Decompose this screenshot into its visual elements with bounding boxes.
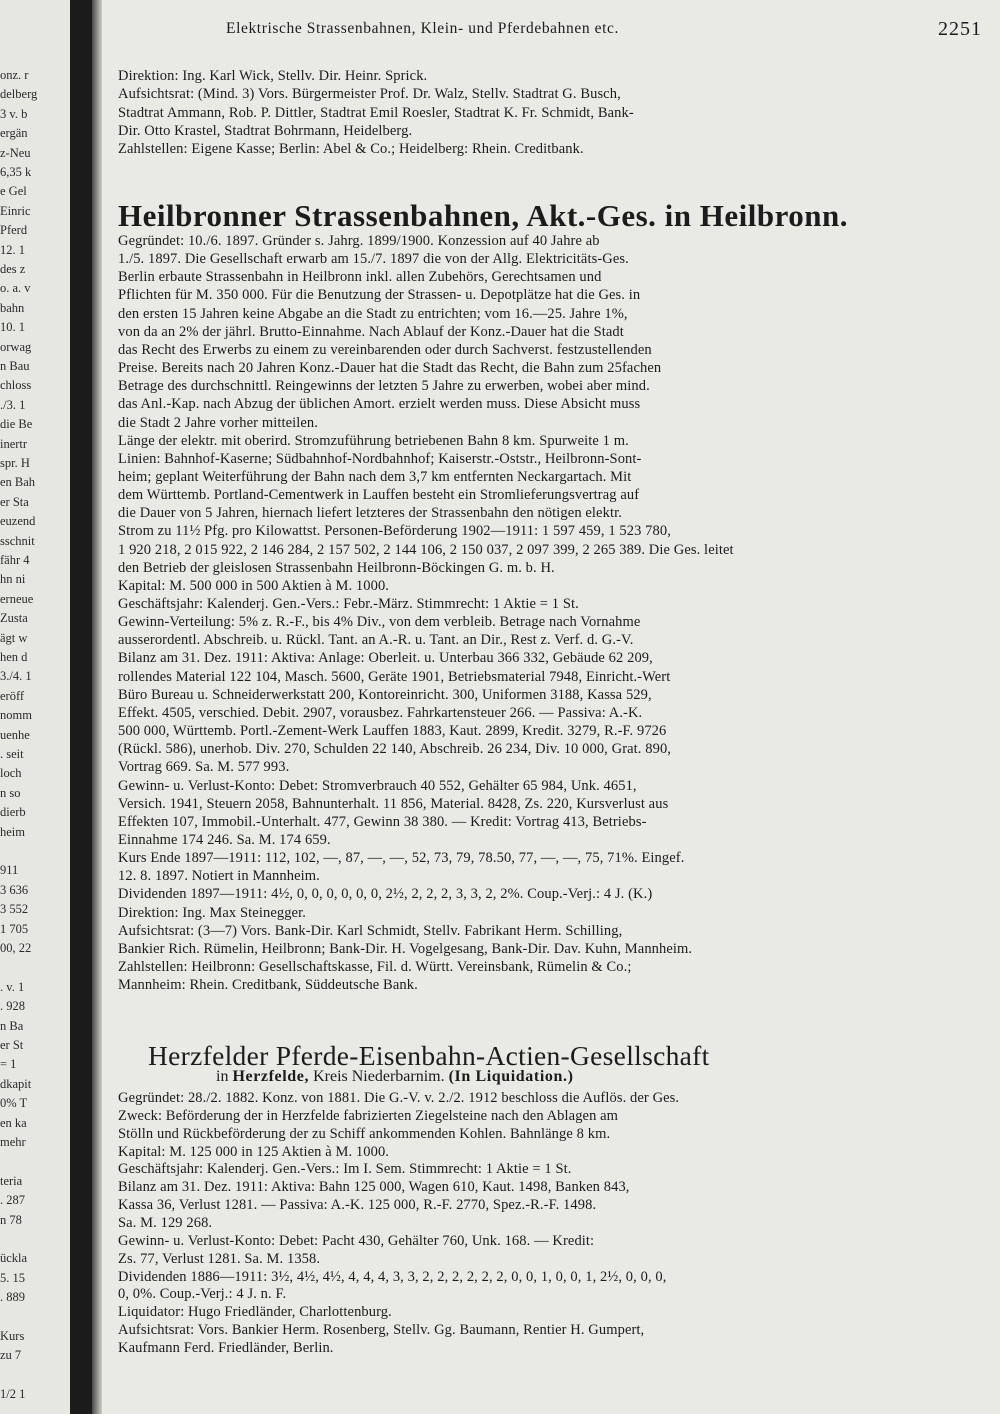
subtitle-prefix: in [216, 1068, 229, 1085]
strip-text-fragment: 0% T [0, 1096, 28, 1111]
text-line: Gewinn- u. Verlust-Konto: Debet: Pacht 430, Gehälter 760, Unk. 168. — Kredit: [118, 1232, 595, 1249]
strip-text-fragment: en Bah [0, 475, 36, 490]
running-header [104, 20, 988, 44]
text-line: das Recht des Erwerbs zu einem zu vereinbarenden oder durch Sachverst. festzustellenden [118, 341, 652, 358]
strip-text-fragment: 00, 22 [0, 941, 32, 955]
strip-text-fragment: . 928 [0, 999, 25, 1014]
strip-text-fragment: Zusta [0, 611, 28, 626]
strip-text-fragment: Kurs [0, 1329, 25, 1343]
strip-text-fragment: hen d [0, 650, 28, 664]
text-line: Berlin erbaute Strassenbahn in Heilbronn inkl. allen Zubehörs, Gerechtsamen und [118, 269, 602, 286]
strip-text-fragment: z-Neu [0, 145, 31, 160]
text-line: heim; geplant Weiterführung der Bahn nach dem 3,7 km entfernten Neckargartach. Mit [118, 468, 632, 485]
text-line: Bilanz am 31. Dez. 1911: Aktiva: Bahn 125 000, Wagen 610, Kaut. 1498, Banken 843, [118, 1179, 630, 1196]
adjacent-page-strip [0, 0, 70, 1414]
text-line: 500 000, Württemb. Portl.-Zement-Werk Lauffen 1883, Kaut. 2899, Kredit. 3279, R.-F. 9726 [118, 723, 667, 740]
text-line: Gewinn- u. Verlust-Konto: Debet: Stromverbrauch 40 552, Gehälter 65 984, Unk. 4651, [118, 777, 637, 794]
text-line: 1 920 218, 2 015 922, 2 146 284, 2 157 502, 2 144 106, 2 150 037, 2 097 399, 2 265 389. Die Ges. leitet [118, 541, 734, 558]
strip-text-fragment: sschnit [0, 533, 35, 548]
text-line: (Rückl. 586), unerhob. Div. 270, Schulden 22 140, Abschreib. 26 234, Div. 10 000, Grat. 890, [118, 741, 672, 758]
strip-text-fragment: onz. r [0, 68, 29, 82]
strip-text-fragment: 6,35 k [0, 165, 32, 179]
strip-text-fragment: Einric [0, 203, 31, 218]
text-line: Zs. 77, Verlust 1281. Sa. M. 1358. [118, 1250, 321, 1267]
strip-text-fragment: Pferd [0, 223, 28, 238]
strip-text-fragment: n Bau [0, 359, 30, 373]
text-line: Geschäftsjahr: Kalenderj. Gen.-Vers.: Im I. Sem. Stimmrecht: 1 Aktie = 1 St. [118, 1161, 572, 1178]
strip-text-fragment: 12. 1 [0, 242, 25, 257]
text-line: Aufsichtsrat: (Mind. 3) Vors. Bürgermeister Prof. Dr. Walz, Stellv. Stadtrat G. Busch, [118, 86, 621, 103]
strip-text-fragment: eröff [0, 688, 25, 703]
strip-text-fragment: . seit [0, 747, 24, 761]
text-line: Gegründet: 10./6. 1897. Gründer s. Jahrg. 1899/1900. Konzession auf 40 Jahre ab [118, 233, 600, 249]
strip-text-fragment: . v. 1 [0, 979, 25, 994]
text-line: Kassa 36, Verlust 1281. — Passiva: A.-K. 125 000, R.-F. 2770, Spez.-R.-F. 1498. [118, 1197, 597, 1214]
text-line: 1./5. 1897. Die Gesellschaft erwarb am 15./7. 1897 die von der Allg. Elektricitäts-Ges. [118, 251, 629, 268]
text-line: den ersten 15 Jahren keine Abgabe an die Stadt zu entrichten; vom 16.—25. Jahre 1%, [118, 305, 628, 322]
subtitle-status: (In Liquidation.) [448, 1068, 574, 1085]
strip-text-fragment: o. a. v [0, 281, 31, 296]
text-line: Sa. M. 129 268. [118, 1214, 213, 1231]
text-line: dem Württemb. Portland-Cementwerk in Lauffen besteht ein Stromlieferungsvertrag auf [118, 487, 640, 504]
subtitle-middle: Kreis Niederbarnim. [313, 1068, 445, 1085]
text-line: Direktion: Ing. Max Steinegger. [118, 904, 306, 921]
text-line: Stölln und Rückbeförderung der zu Schiff ankommenden Kohlen. Bahnlänge 8 km. [118, 1125, 611, 1142]
text-line: Betrage des durchschnittl. Reingewinns der letzten 5 Jahre zu erwerben, wobei aber mind. [118, 378, 650, 395]
text-line: Mannheim: Rhein. Creditbank, Süddeutsche Bank. [118, 977, 418, 994]
text-line: Aufsichtsrat: Vors. Bankier Herm. Rosenberg, Stellv. Gg. Baumann, Rentier H. Gumpert, [118, 1322, 645, 1339]
header-title: Elektrische Strassenbahnen, Klein- und Pferdebahnen etc. [226, 20, 619, 37]
strip-text-fragment: zu 7 [0, 1348, 22, 1363]
strip-text-fragment: n Ba [0, 1018, 24, 1033]
strip-text-fragment: ergän [0, 126, 28, 141]
strip-text-fragment: 1 705 [0, 921, 29, 936]
strip-text-fragment: hn ni [0, 572, 26, 587]
strip-text-fragment: ägt w [0, 630, 28, 645]
strip-text-fragment: er St [0, 1038, 24, 1052]
strip-text-fragment: inertr [0, 436, 28, 451]
strip-text-fragment: nomm [0, 708, 32, 723]
text-line: die Dauer von 5 Jahren, hiernach liefert letzteres der Strassenbahn den nötigen elektr. [118, 505, 622, 522]
strip-text-fragment: orwag [0, 339, 32, 354]
text-line: Länge der elektr. mit oberird. Stromzuführung betriebenen Bahn 8 km. Spurweite 1 m. [118, 432, 629, 449]
strip-text-fragment: en ka [0, 1115, 27, 1130]
strip-text-fragment: 3 636 [0, 882, 29, 897]
section-subtitle-herzfelde [216, 1068, 574, 1086]
text-line: Bilanz am 31. Dez. 1911: Aktiva: Anlage: Oberleit. u. Unterbau 366 332, Gebäude 62 209, [118, 650, 653, 667]
strip-text-fragment: teria [0, 1173, 23, 1188]
text-line: Stadtrat Ammann, Rob. P. Dittler, Stadtrat Emil Roesler, Stadtrat K. Fr. Schmidt, Bank- [118, 104, 634, 121]
strip-text-fragment: mehr [0, 1135, 26, 1149]
text-line: Linien: Bahnhof-Kaserne; Südbahnhof-Nordbahnhof; Kaiserstr.-Oststr., Heilbronn-Sont- [118, 450, 642, 467]
text-line: Geschäftsjahr: Kalenderj. Gen.-Vers.: Febr.-März. Stimmrecht: 1 Aktie = 1 St. [118, 596, 579, 612]
strip-text-fragment: 1/2 1 [0, 1387, 26, 1402]
text-line: Zweck: Beförderung der in Herzfelde fabrizierten Ziegelsteine nach den Ablagen am [118, 1107, 619, 1124]
text-line: Preise. Bereits nach 20 Jahren Konz.-Dauer hat die Stadt das Recht, die Bahn zum 25fachen [118, 360, 662, 377]
binding-edge [92, 0, 102, 1414]
strip-text-fragment: erneue [0, 591, 34, 606]
text-line: Direktion: Ing. Karl Wick, Stellv. Dir. Heinr. Sprick. [118, 68, 428, 84]
text-line: die Stadt 2 Jahre vorher mitteilen. [118, 414, 319, 431]
strip-text-fragment: . 889 [0, 1290, 25, 1305]
strip-text-fragment: = 1 [0, 1057, 17, 1072]
strip-text-fragment: 911 [0, 863, 19, 878]
section-title-heilbronn: Heilbronner Strassenbahnen, Akt.-Ges. in Heilbronn. [118, 198, 849, 233]
strip-text-fragment: dierb [0, 805, 26, 820]
strip-text-fragment: . 287 [0, 1193, 25, 1208]
strip-text-fragment: bahn [0, 300, 25, 315]
strip-text-fragment: heim [0, 824, 25, 839]
strip-text-fragment: 10. 1 [0, 320, 25, 335]
text-line: Versich. 1941, Steuern 2058, Bahnunterhalt. 11 856, Material. 8428, Zs. 220, Kursverlust aus [118, 795, 669, 812]
text-line: Strom zu 11½ Pfg. pro Kilowattst. Personen-Beförderung 1902—1911: 1 597 459, 1 523 780, [118, 523, 671, 540]
strip-text-fragment: dkapit [0, 1076, 32, 1091]
strip-text-fragment: die Be [0, 417, 33, 432]
strip-text-fragment: ./3. 1 [0, 397, 26, 412]
text-line: Dividenden 1897—1911: 4½, 0, 0, 0, 0, 0, 0, 2½, 2, 2, 2, 3, 3, 2, 2%. Coup.-Verj.: 4 J. (K.) [118, 886, 653, 903]
strip-text-fragment: spr. H [0, 456, 30, 470]
strip-text-fragment: uenhe [0, 727, 30, 742]
strip-text-fragment: 3 552 [0, 902, 29, 917]
text-line: Zahlstellen: Heilbronn: Gesellschaftskasse, Fil. d. Württ. Vereinsbank, Rümelin & Co.; [118, 959, 632, 975]
main-column [104, 0, 988, 1414]
subtitle-place: Herzfelde, [232, 1068, 310, 1085]
text-line: das Anl.-Kap. nach Abzug der üblichen Amort. erzielt werden muss. Diese Absicht muss [118, 396, 641, 413]
strip-text-fragment: 3./4. 1 [0, 669, 32, 684]
strip-text-fragment: loch [0, 766, 22, 781]
text-line: Bankier Rich. Rümelin, Heilbronn; Bank-Dir. H. Vogelgesang, Bank-Dir. Dav. Kuhn, Mannheim. [118, 940, 693, 957]
strip-text-fragment: ückla [0, 1251, 28, 1266]
strip-text-fragment: des z [0, 262, 26, 276]
text-line: Gegründet: 28./2. 1882. Konz. von 1881. Die G.-V. v. 2./2. 1912 beschloss die Auflös. der Ges. [118, 1090, 680, 1106]
text-line: Kaufmann Ferd. Friedländer, Berlin. [118, 1339, 334, 1356]
text-line: Pflichten für M. 350 000. Für die Benutzung der Strassen- u. Depotplätze hat die Ges. in [118, 287, 641, 304]
strip-text-fragment: euzend [0, 514, 36, 529]
text-line: Zahlstellen: Eigene Kasse; Berlin: Abel & Co.; Heidelberg: Rhein. Creditbank. [118, 141, 584, 158]
text-line: Liquidator: Hugo Friedländer, Charlottenburg. [118, 1304, 392, 1321]
text-line: Gewinn-Verteilung: 5% z. R.-F., bis 4% Div., von dem verbleib. Betrage nach Vornahme [118, 614, 641, 631]
strip-text-fragment: 3 v. b [0, 106, 28, 121]
strip-text-fragment: chloss [0, 378, 32, 393]
section-title-herzfelde: Herzfelder Pferde-Eisenbahn-Actien-Gesellschaft [148, 1040, 710, 1071]
strip-text-fragment: 5. 15 [0, 1270, 25, 1285]
text-line: Kapital: M. 500 000 in 500 Aktien à M. 1000. [118, 577, 390, 594]
text-line: 12. 8. 1897. Notiert in Mannheim. [118, 868, 320, 885]
strip-text-fragment: er Sta [0, 494, 29, 509]
text-line: Dividenden 1886—1911: 3½, 4½, 4½, 4, 4, 4, 3, 3, 2, 2, 2, 2, 2, 2, 0, 0, 1, 0, 0, 1, 2½, 0, 0, 0, [118, 1268, 667, 1285]
text-line: ausserordentl. Abschreib. u. Rückl. Tant. an A.-R. u. Tant. an Dir., Rest z. Verf. d. G.-V. [118, 632, 634, 649]
text-line: Aufsichtsrat: (3—7) Vors. Bank-Dir. Karl Schmidt, Stellv. Fabrikant Herm. Schilling, [118, 922, 623, 939]
strip-text-fragment: e Gel [0, 184, 27, 199]
text-line: Einnahme 174 246. Sa. M. 174 659. [118, 831, 331, 848]
strip-text-fragment: n 78 [0, 1212, 22, 1227]
text-line: rollendes Material 122 104, Masch. 5600, Geräte 1901, Betriebsmaterial 7948, Einricht.-Wert [118, 668, 671, 685]
strip-text-fragment: fähr 4 [0, 553, 30, 567]
text-line: von da an 2% der jährl. Brutto-Einnahme. Nach Ablauf der Konz.-Dauer hat die Stadt [118, 323, 624, 340]
page-number: 2251 [938, 18, 982, 40]
text-line: Büro Bureau u. Schneiderwerkstatt 200, Kontoreinricht. 300, Uniformen 3188, Kassa 529, [118, 686, 652, 703]
text-line: Vortrag 669. Sa. M. 577 993. [118, 759, 290, 776]
text-line: Kurs Ende 1897—1911: 112, 102, —, 87, —, —, 52, 73, 79, 78.50, 77, —, —, 75, 71%. Eingef. [118, 850, 685, 867]
page-binding-shadow [70, 0, 92, 1414]
text-line: Effekten 107, Immobil.-Unterhalt. 477, Gewinn 38 380. — Kredit: Vortrag 413, Betriebs- [118, 813, 647, 830]
strip-text-fragment: delberg [0, 87, 38, 102]
text-line: Kapital: M. 125 000 in 125 Aktien à M. 1000. [118, 1143, 390, 1160]
text-line: 0, 0%. Coup.-Verj.: 4 J. n. F. [118, 1286, 287, 1303]
strip-text-fragment: n so [0, 785, 21, 800]
text-line: Dir. Otto Krastel, Stadtrat Bohrmann, Heidelberg. [118, 122, 413, 139]
text-line: Effekt. 4505, verschied. Debit. 2907, vorausbez. Fahrkartensteuer 266. — Passiva: A.-K. [118, 704, 643, 721]
text-line: den Betrieb der gleislosen Strassenbahn Heilbronn-Böckingen G. m. b. H. [118, 559, 555, 576]
